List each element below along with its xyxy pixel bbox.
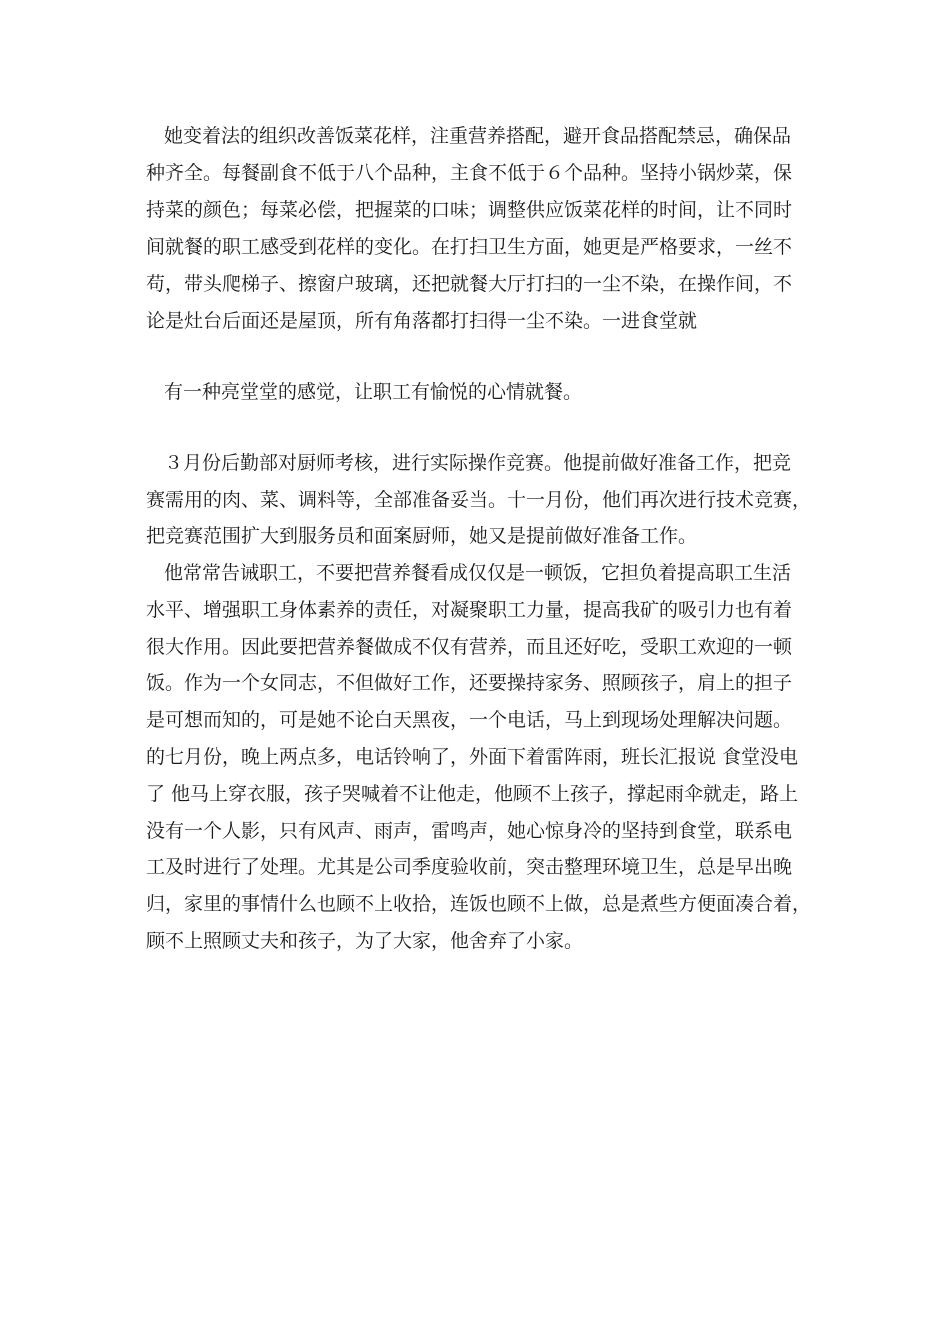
paragraph-1-line-6: 论是灶台后面还是屋顶，所有角落都打扫得一尘不染。一进食堂就 bbox=[146, 310, 698, 332]
paragraph-3-line-3: 把竞赛范围扩大到服务员和面案厨师，她又是提前做好准备工作。 bbox=[146, 525, 698, 547]
paragraph-4-line-4: 饭。作为一个女同志，不但做好工作，还要操持家务、照顾孩子，肩上的担子 bbox=[146, 672, 793, 694]
paragraph-4-line-2: 水平、增强职工身体素养的责任，对凝聚职工力量，提高我矿的吸引力也有着 bbox=[146, 599, 793, 621]
paragraph-4-line-7: 了 他马上穿衣服，孩子哭喊着不让他走，他顾不上孩子，撑起雨伞就走，路上 bbox=[146, 783, 799, 805]
paragraph-3-line-1: ３月份后勤部对厨师考核，进行实际操作竞赛。他提前做好准备工作，把竞 bbox=[164, 452, 792, 474]
paragraph-1-line-1: 她变着法的组织改善饭菜花样，注重营养搭配，避开食品搭配禁忌，确保品 bbox=[164, 125, 792, 147]
paragraph-1-line-3: 持菜的颜色；每菜必偿，把握菜的口味；调整供应饭菜花样的时间，让不同时 bbox=[146, 199, 793, 221]
paragraph-4-line-8: 没有一个人影，只有风声、雨声，雷鸣声，她心惊身冷的坚持到食堂，联系电 bbox=[146, 820, 793, 842]
paragraph-4-line-1: 他常常告诫职工，不要把营养餐看成仅仅是一顿饭，它担负着提高职工生活 bbox=[164, 562, 792, 584]
paragraph-4-line-9: 工及时进行了处理。尤其是公司季度验收前，突击整理环境卫生，总是早出晚 bbox=[146, 856, 793, 878]
paragraph-4-line-10: 归，家里的事情什么也顾不上收拾，连饭也顾不上做，总是煮些方便面凑合着， bbox=[146, 893, 812, 915]
paragraph-4-line-11: 顾不上照顾丈夫和孩子，为了大家，他舍弃了小家。 bbox=[146, 930, 584, 952]
paragraph-4-line-3: 很大作用。因此要把营养餐做成不仅有营养，而且还好吃，受职工欢迎的一顿 bbox=[146, 636, 793, 658]
paragraph-1-line-4: 间就餐的职工感受到花样的变化。在打扫卫生方面，她更是严格要求，一丝不 bbox=[146, 236, 793, 258]
paragraph-4-line-6: 的七月份，晚上两点多，电话铃响了，外面下着雷阵雨，班长汇报说 食堂没电 bbox=[146, 746, 799, 768]
paragraph-4-line-5: 是可想而知的，可是她不论白天黑夜，一个电话，马上到现场处理解决问题。 bbox=[146, 709, 793, 731]
paragraph-2-line-1: 有一种亮堂堂的感觉，让职工有愉悦的心情就餐。 bbox=[164, 381, 583, 403]
paragraph-1-line-2: 种齐全。每餐副食不低于八个品种，主食不低于６个品种。坚持小锅炒菜，保 bbox=[146, 162, 793, 184]
paragraph-3-line-2: 赛需用的肉、菜、调料等，全部准备妥当。十一月份，他们再次进行技术竞赛， bbox=[146, 489, 812, 511]
paragraph-1-line-5: 苟，带头爬梯子、擦窗户玻璃，还把就餐大厅打扫的一尘不染，在操作间，不 bbox=[146, 273, 793, 295]
